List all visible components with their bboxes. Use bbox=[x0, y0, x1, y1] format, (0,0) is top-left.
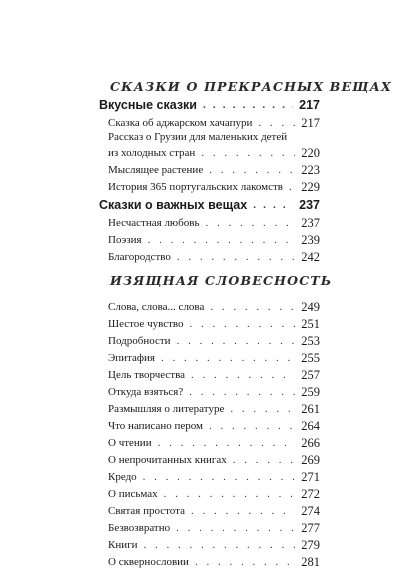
leader-dots bbox=[205, 216, 295, 230]
leader-dots bbox=[258, 116, 295, 130]
entry-page: 281 bbox=[301, 555, 320, 569]
entry-page: 223 bbox=[301, 163, 320, 177]
entry-page: 271 bbox=[301, 470, 320, 484]
entry-title: Книги bbox=[108, 539, 138, 551]
entry-title: Кредо bbox=[108, 471, 137, 483]
entry-page: 229 bbox=[301, 180, 320, 194]
entry-title: Несчастная любовь bbox=[108, 217, 200, 229]
leader-dots bbox=[195, 555, 295, 569]
entry-page: 253 bbox=[301, 334, 320, 348]
toc-entry[interactable] bbox=[0, 231, 400, 247]
toc-entry[interactable] bbox=[0, 214, 400, 230]
leader-dots bbox=[144, 538, 296, 552]
toc-entry[interactable] bbox=[0, 144, 400, 160]
toc-entry[interactable] bbox=[0, 161, 400, 177]
leader-dots bbox=[209, 419, 295, 433]
leader-dots bbox=[161, 351, 295, 365]
toc-entry[interactable] bbox=[0, 485, 400, 501]
leader-dots bbox=[177, 250, 295, 264]
entry-title: Цель творчества bbox=[108, 369, 186, 381]
leader-dots bbox=[176, 521, 295, 535]
toc-entry[interactable] bbox=[0, 400, 400, 416]
entry-page: 249 bbox=[301, 300, 320, 314]
entry-title[interactable]: Рассказ о Грузии для маленьких детей bbox=[108, 131, 288, 143]
toc-entry[interactable] bbox=[0, 349, 400, 365]
leader-dots bbox=[148, 233, 296, 247]
leader-dots bbox=[189, 385, 295, 399]
leader-dots bbox=[177, 334, 296, 348]
leader-dots bbox=[210, 300, 295, 314]
entry-title: Поэзия bbox=[108, 234, 142, 246]
section-heading-fine-literature: ИЗЯЩНАЯ СЛОВЕСНОСТЬ bbox=[110, 273, 333, 288]
entry-title: Святая простота bbox=[108, 505, 185, 517]
entry-title: О письмах bbox=[108, 488, 158, 500]
entry-page: 239 bbox=[301, 233, 320, 247]
entry-page: 264 bbox=[301, 419, 320, 433]
entry-title: Что написано пером bbox=[108, 420, 204, 432]
leader-dots bbox=[158, 436, 296, 450]
toc-entry[interactable] bbox=[0, 332, 400, 348]
toc-entry[interactable] bbox=[0, 468, 400, 484]
leader-dots bbox=[233, 453, 296, 467]
entry-page: 242 bbox=[301, 250, 320, 264]
leader-dots bbox=[164, 487, 296, 501]
entry-page: 259 bbox=[301, 385, 320, 399]
leader-dots bbox=[191, 504, 295, 518]
entry-title: История 365 португальских лакомств bbox=[108, 181, 283, 193]
entry-page: 274 bbox=[301, 504, 320, 518]
entry-title: Шестое чувство bbox=[108, 318, 184, 330]
leader-dots bbox=[209, 163, 295, 177]
leader-dots bbox=[191, 368, 295, 382]
toc-entry[interactable] bbox=[0, 383, 400, 399]
section-heading-beautiful-things: СКАЗКИ О ПРЕКРАСНЫХ ВЕЩАХ bbox=[110, 79, 392, 94]
entry-title: Сказка об аджарском хачапури bbox=[108, 117, 253, 129]
toc-entry[interactable] bbox=[0, 114, 400, 130]
entry-title: Размышляя о литературе bbox=[108, 403, 225, 415]
entry-page: 261 bbox=[301, 402, 320, 416]
leader-dots bbox=[253, 198, 293, 212]
leader-dots bbox=[201, 146, 295, 160]
entry-page: 255 bbox=[301, 351, 320, 365]
toc-entry[interactable] bbox=[0, 248, 400, 264]
leader-dots bbox=[190, 317, 296, 331]
entry-title: О непрочитанных книгах bbox=[108, 454, 227, 466]
toc-entry[interactable] bbox=[0, 417, 400, 433]
leader-dots bbox=[289, 180, 295, 194]
entry-title: Благородство bbox=[108, 251, 171, 263]
entry-title: Сказки о важных вещах bbox=[99, 198, 248, 212]
entry-page: 269 bbox=[301, 453, 320, 467]
entry-page: 251 bbox=[301, 317, 320, 331]
toc-entry[interactable] bbox=[0, 536, 400, 552]
entry-title: Безвозвратно bbox=[108, 522, 171, 534]
leader-dots bbox=[230, 402, 295, 416]
toc-entry[interactable] bbox=[0, 434, 400, 450]
toc-entry[interactable] bbox=[0, 315, 400, 331]
entry-title: Слова, слова... слова bbox=[108, 301, 205, 313]
entry-title: Подробности bbox=[108, 335, 171, 347]
toc-entry[interactable] bbox=[0, 519, 400, 535]
entry-title: О чтении bbox=[108, 437, 152, 449]
entry-title: Откуда взяться? bbox=[108, 386, 184, 398]
entry-page: 257 bbox=[301, 368, 320, 382]
toc-entry[interactable] bbox=[0, 502, 400, 518]
leader-dots bbox=[203, 98, 293, 112]
entry-page: 266 bbox=[301, 436, 320, 450]
entry-page: 272 bbox=[301, 487, 320, 501]
entry-page: 279 bbox=[301, 538, 320, 552]
entry-page: 217 bbox=[301, 116, 320, 130]
toc-entry[interactable] bbox=[0, 178, 400, 194]
leader-dots bbox=[143, 470, 296, 484]
entry-title: Мыслящее растение bbox=[108, 164, 204, 176]
entry-title: Вкусные сказки bbox=[99, 98, 197, 112]
entry-title: О сквернословии bbox=[108, 556, 189, 568]
entry-page: 220 bbox=[301, 146, 320, 160]
toc-entry[interactable] bbox=[0, 196, 400, 212]
toc-entry[interactable] bbox=[0, 366, 400, 382]
toc-entry[interactable] bbox=[0, 298, 400, 314]
entry-page: 237 bbox=[299, 198, 320, 212]
entry-page: 217 bbox=[299, 98, 320, 112]
toc-entry[interactable] bbox=[0, 451, 400, 467]
entry-title: Эпитафия bbox=[108, 352, 155, 364]
entry-page: 277 bbox=[301, 521, 320, 535]
toc-entry[interactable] bbox=[0, 553, 400, 569]
entry-page: 237 bbox=[301, 216, 320, 230]
toc-entry[interactable] bbox=[0, 96, 400, 112]
entry-title-continued: из холодных стран bbox=[108, 147, 196, 159]
